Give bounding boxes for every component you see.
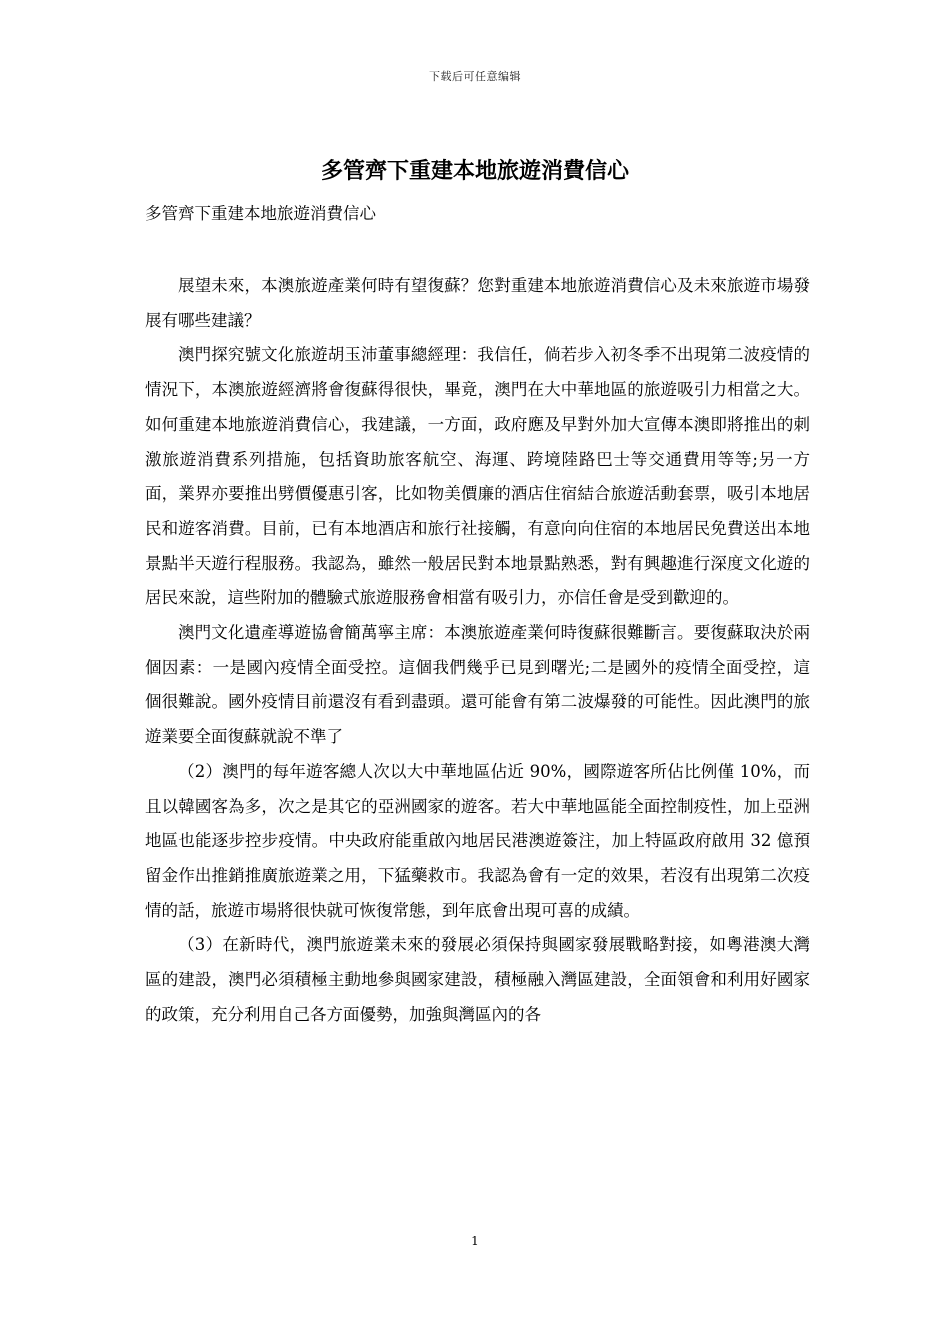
document-title: 多管齊下重建本地旅遊消費信心 [320,158,629,184]
page-number: 1 [471,1234,479,1248]
paragraph-point-2: （2）澳門的每年遊客總人次以大中華地區佔近 90%，國際遊客所佔比例僅 10%，而且以韓國客為多，次之是其它的亞洲國家的遊客。若大中華地區能全面控制疫性，加上亞洲地區也能逐步控步疫情。中央政府能重啟內地居民港澳遊簽注，加上特區政府啟用 32 億預留金作出推銷推廣旅遊業之用，下猛藥救市。我認為會有一定的效果，若沒有出現第二次疫情的話，旅遊市場將很快就可恢復常態，到年底會出現可喜的成績。 [145,761,810,920]
paragraph-jian-wanning: 澳門文化遺產導遊協會簡萬寧主席：本澳旅遊產業何時復蘇很難斷言。要復蘇取決於兩個因素：一是國內疫情全面受控。這個我們幾乎已見到曙光;二是國外的疫情全面受控，這個很難說。國外疫情目前還沒有看到盡頭。還可能會有第二波爆發的可能性。因此澳門的旅遊業要全面復蘇就說不準了 [145,623,810,747]
paragraph-point-3: （3）在新時代，澳門旅遊業未來的發展必須保持與國家發展戰略對接，如粵港澳大灣區的建設，澳門必須積極主動地參與國家建設，積極融入灣區建設，全面領會和利用好國家的政策，充分利用自己各方面優勢，加強與灣區內的各 [145,935,810,1024]
header-note: 下载后可任意编辑 [429,70,521,83]
paragraph-question: 展望未來，本澳旅遊產業何時有望復蘇？您對重建本地旅遊消費信心及未來旅遊市場發展有哪些建議？ [145,276,810,330]
paragraph-hu-yupei: 澳門探究號文化旅遊胡玉沛董事總經理：我信任，倘若步入初冬季不出現第二波疫情的情況下，本澳旅遊經濟將會復蘇得很快，畢竟，澳門在大中華地區的旅遊吸引力相當之大。如何重建本地旅遊消費信心，我建議，一方面，政府應及早對外加大宣傳本澳即將推出的刺激旅遊消費系列措施，包括資助旅客航空、海運、跨境陸路巴士等交通費用等等;另一方面，業界亦要推出劈價優惠引客，比如物美價廉的酒店住宿結合旅遊活動套票，吸引本地居民和遊客消費。目前，已有本地酒店和旅行社接觸，有意向向住宿的本地居民免費送出本地景點半天遊行程服務。我認為，雖然一般居民對本地景點熟悉，對有興趣進行深度文化遊的居民來說，這些附加的體驗式旅遊服務會相當有吸引力，亦信任會是受到歡迎的。 [145,345,810,608]
document-subtitle: 多管齊下重建本地旅遊消費信心 [145,204,376,223]
document-body [145,269,810,1032]
